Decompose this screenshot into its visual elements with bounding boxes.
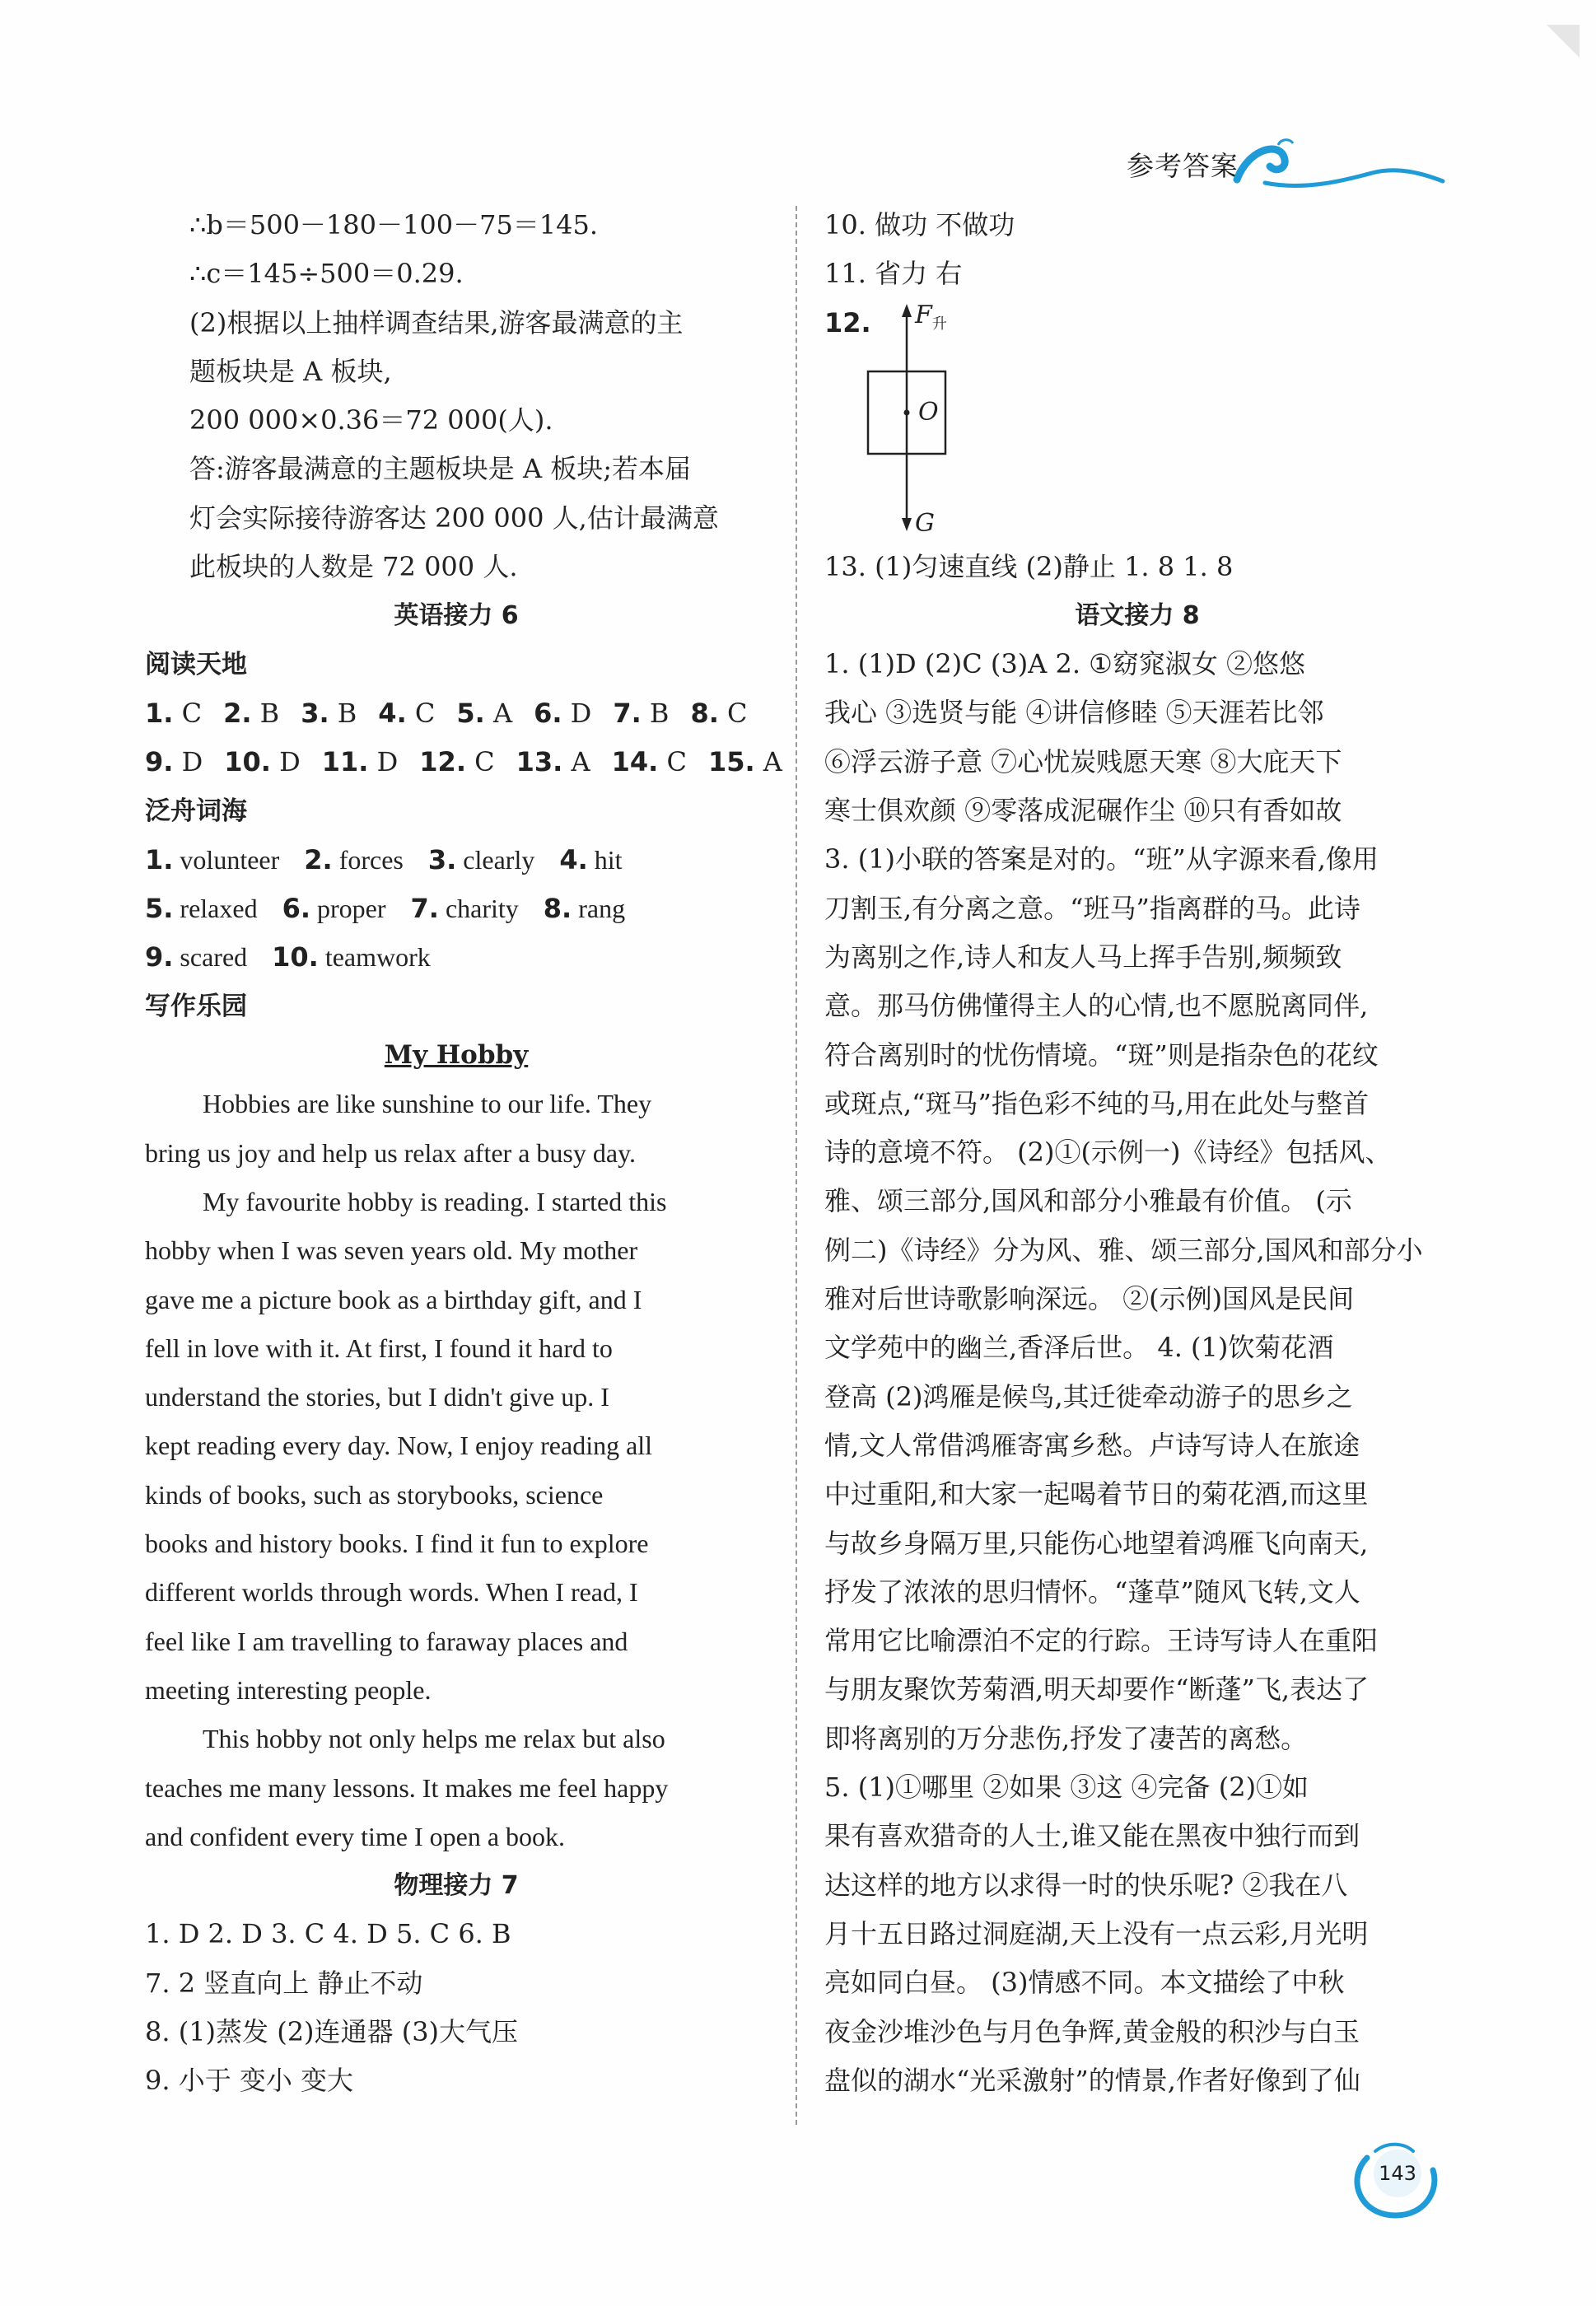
chinese-answer-line: 我心 ③选贤与能 ④讲信修睦 ⑤天涯若比邻 bbox=[824, 697, 1324, 729]
essay-line: books and history books. I find it fun to explore bbox=[145, 1529, 649, 1559]
essay-line: bring us joy and help us relax after a busy day. bbox=[145, 1137, 636, 1168]
answer-value: B bbox=[251, 697, 280, 729]
chinese-answer-line: 1. (1)D (2)C (3)A 2. ①窈窕淑女 ②悠悠 bbox=[824, 648, 1306, 680]
essay-line: My favourite hobby is reading. I started this bbox=[203, 1186, 667, 1216]
chinese-answer-line: 果有喜欢猎奇的人士,谁又能在黑夜中独行而到 bbox=[824, 1820, 1360, 1852]
essay-line: fell in love with it. At first, I found it hard to bbox=[145, 1333, 613, 1363]
chinese-answer-line: 为离别之作,诗人和友人马上挥手告别,频频致 bbox=[824, 941, 1342, 973]
question-number: 2. bbox=[223, 697, 252, 729]
essay-line: and confident every time I open a book. bbox=[145, 1821, 566, 1851]
chinese-answer-line: 例二)《诗经》分为风、雅、颂三部分,国风和部分小 bbox=[824, 1234, 1423, 1266]
answer-value: C bbox=[406, 697, 436, 729]
answer-word: scared bbox=[173, 942, 248, 973]
page-number: 143 bbox=[1374, 2150, 1421, 2197]
section-title-english: 英语接力 6 bbox=[394, 601, 519, 631]
question-number: 13. bbox=[516, 746, 563, 778]
chinese-answer-line: 刀割玉,有分离之意。“班马”指离群的马。此诗 bbox=[824, 892, 1360, 924]
physics-line: 11. 省力 右 bbox=[824, 258, 963, 290]
essay-line: different worlds through words. When I read, I bbox=[145, 1577, 638, 1608]
physics-line: 1. D 2. D 3. C 4. D 5. C 6. B bbox=[145, 1918, 511, 1950]
header-wave-icon bbox=[1232, 132, 1446, 198]
question-number: 2. bbox=[304, 843, 333, 875]
answer-value: A bbox=[562, 746, 590, 778]
answer-value: A bbox=[754, 746, 782, 778]
physics-line: 13. (1)匀速直线 (2)静止 1. 8 1. 8 bbox=[824, 550, 1234, 582]
math-line: ∴c＝145÷500＝0.29. bbox=[189, 258, 464, 290]
chinese-answer-line: 夜金沙堆沙色与月色争辉,黄金般的积沙与白玉 bbox=[824, 2015, 1360, 2047]
header-title: 参考答案 bbox=[1127, 150, 1239, 182]
answer-word: forces bbox=[332, 844, 404, 875]
question-number: 5. bbox=[456, 697, 485, 729]
force-up-label: $F_升$ bbox=[915, 300, 947, 333]
question-number: 10. bbox=[224, 746, 271, 778]
force-diagram bbox=[824, 299, 1450, 543]
chinese-answer-line: 3. (1)小联的答案是对的。“班”从字源来看,像用 bbox=[824, 843, 1379, 875]
chinese-answer-line: 达这样的地方以求得一时的快乐呢? ②我在八 bbox=[824, 1869, 1348, 1901]
chinese-answer-line: 抒发了浓浓的思归情怀。“蓬草”随风飞转,文人 bbox=[824, 1575, 1360, 1608]
essay-line: kept reading every day. Now, I enjoy reading all bbox=[145, 1431, 653, 1461]
math-line: ∴b＝500－180－100－75＝145. bbox=[189, 209, 599, 240]
chinese-answer-line: 常用它比喻漂泊不定的行踪。王诗写诗人在重阳 bbox=[824, 1625, 1379, 1657]
question-number: 9. bbox=[145, 941, 174, 973]
essay-line: meeting interesting people. bbox=[145, 1674, 432, 1705]
question-number: 7. bbox=[613, 697, 642, 729]
question-number: 3. bbox=[301, 697, 329, 729]
physics-line: 8. (1)蒸发 (2)连通器 (3)大气压 bbox=[145, 2015, 519, 2047]
math-line: 此板块的人数是 72 000 人. bbox=[189, 551, 518, 583]
essay-title: My Hobby bbox=[384, 1040, 529, 1071]
chinese-answer-line: 雅、颂三部分,国风和部分小雅最有价值。 (示 bbox=[824, 1185, 1352, 1217]
section-title-chinese: 语文接力 8 bbox=[1075, 600, 1200, 630]
chinese-answer-line: 意。那马仿佛懂得主人的心情,也不愿脱离同伴, bbox=[824, 990, 1369, 1022]
chinese-answer-line: 与故乡身隔万里,只能伤心地望着鸿雁飞向南天, bbox=[824, 1527, 1369, 1559]
essay-line: feel like I am travelling to faraway places and bbox=[145, 1626, 628, 1656]
chinese-answers bbox=[824, 640, 1450, 2105]
question-number: 14. bbox=[611, 746, 659, 778]
page-corner-icon bbox=[1547, 25, 1580, 58]
answer-value: B bbox=[641, 697, 670, 729]
section-reading: 阅读天地 bbox=[145, 649, 247, 679]
answer-value: D bbox=[270, 746, 301, 778]
math-line: 答:游客最满意的主题板块是 A 板块;若本届 bbox=[189, 453, 692, 485]
physics-line: 10. 做功 不做功 bbox=[824, 209, 1015, 240]
math-line: (2)根据以上抽样调查结果,游客最满意的主 bbox=[189, 306, 684, 338]
q12-label: 12. bbox=[824, 306, 871, 338]
essay-line: teaches me many lessons. It makes me feel happy bbox=[145, 1772, 669, 1803]
question-number: 1. bbox=[145, 843, 174, 875]
chinese-answer-line: 雅对后世诗歌影响深远。 ②(示例)国风是民间 bbox=[824, 1283, 1355, 1315]
question-number: 12. bbox=[419, 746, 466, 778]
chinese-answer-line: 或斑点,“斑马”指色彩不纯的马,用在此处与整首 bbox=[824, 1087, 1370, 1119]
chinese-answer-line: 盘似的湖水“光采激射”的情景,作者好像到了仙 bbox=[824, 2064, 1360, 2096]
chinese-answer-line: 符合离别时的忧伤情境。“斑”则是指杂色的花纹 bbox=[824, 1039, 1379, 1071]
chinese-answer-line: 寒士俱欢颜 ⑨零落成泥碾作尘 ⑩只有香如故 bbox=[824, 795, 1342, 827]
answer-value: D bbox=[173, 746, 203, 778]
question-number: 6. bbox=[282, 893, 310, 925]
question-number: 7. bbox=[410, 893, 439, 925]
answer-word: relaxed bbox=[173, 894, 258, 924]
question-number: 4. bbox=[559, 843, 588, 875]
answer-value: B bbox=[329, 697, 357, 729]
chinese-answer-line: 中过重阳,和大家一起喝着节日的菊花酒,而这里 bbox=[824, 1478, 1369, 1510]
vocab-answers-row-2 bbox=[145, 885, 768, 933]
reading-answers-row-2 bbox=[145, 738, 782, 787]
question-number: 5. bbox=[145, 893, 174, 925]
chinese-answer-line: 文学苑中的幽兰,香泽后世。 4. (1)饮菊花酒 bbox=[824, 1332, 1334, 1364]
chinese-answer-line: 登高 (2)鸿雁是候鸟,其迁徙牵动游子的思乡之 bbox=[824, 1380, 1353, 1412]
chinese-answer-line: 月十五日路过洞庭湖,天上没有一点云彩,月光明 bbox=[824, 1917, 1369, 1949]
chinese-answer-line: 诗的意境不符。 (2)①(示例一)《诗经》包括风、 bbox=[824, 1137, 1392, 1169]
essay-line: gave me a picture book as a birthday gift, and I bbox=[145, 1284, 642, 1314]
question-number: 8. bbox=[543, 893, 572, 925]
physics-line: 7. 2 竖直向上 静止不动 bbox=[145, 1967, 423, 1999]
math-line: 200 000×0.36＝72 000(人). bbox=[189, 404, 553, 436]
answer-word: rang bbox=[572, 894, 626, 924]
answer-word: volunteer bbox=[173, 844, 280, 875]
essay-line: This hobby not only helps me relax but also bbox=[203, 1724, 665, 1754]
answer-value: C bbox=[718, 697, 748, 729]
answer-word: teamwork bbox=[318, 942, 431, 973]
question-number: 11. bbox=[321, 746, 369, 778]
answer-value: A bbox=[484, 697, 513, 729]
section-vocab: 泛舟词海 bbox=[145, 796, 247, 826]
answer-value: D bbox=[368, 746, 399, 778]
chinese-answer-line: ⑥浮云游子意 ⑦心忧炭贱愿天寒 ⑧大庇天下 bbox=[824, 745, 1342, 777]
answer-word: hit bbox=[587, 844, 623, 875]
section-title-physics: 物理接力 7 bbox=[394, 1871, 519, 1901]
math-line: 灯会实际接待游客达 200 000 人,估计最满意 bbox=[189, 502, 719, 534]
question-number: 4. bbox=[378, 697, 407, 729]
vocab-answers-row-3 bbox=[145, 933, 768, 982]
answer-value: C bbox=[465, 746, 495, 778]
essay-line: hobby when I was seven years old. My mother bbox=[145, 1235, 638, 1266]
right-column bbox=[824, 201, 1450, 2105]
essay-line: understand the stories, but I didn't give up. I bbox=[145, 1382, 609, 1412]
section-writing: 写作乐园 bbox=[145, 991, 247, 1021]
question-number: 10. bbox=[272, 941, 319, 973]
answer-value: C bbox=[173, 697, 203, 729]
question-number: 1. bbox=[145, 697, 174, 729]
answer-word: clearly bbox=[456, 844, 535, 875]
chinese-answer-line: 亮如同白昼。 (3)情感不同。本文描绘了中秋 bbox=[824, 1967, 1345, 1999]
math-line: 题板块是 A 板块, bbox=[189, 355, 392, 387]
chinese-answer-line: 与朋友聚饮芳菊酒,明天却要作“断蓬”飞,表达了 bbox=[824, 1673, 1370, 1706]
answer-value: D bbox=[562, 697, 592, 729]
chinese-answer-line: 5. (1)①哪里 ②如果 ③这 ④完备 (2)①如 bbox=[824, 1772, 1309, 1804]
essay-line: kinds of books, such as storybooks, science bbox=[145, 1479, 604, 1510]
reading-answers-row-1 bbox=[145, 689, 768, 738]
column-divider bbox=[796, 206, 797, 2125]
left-column bbox=[145, 201, 782, 2106]
chinese-answer-line: 即将离别的万分悲伤,抒发了凄苦的离愁。 bbox=[824, 1722, 1308, 1754]
essay-line: Hobbies are like sunshine to our life. They bbox=[203, 1089, 652, 1119]
answer-word: proper bbox=[310, 894, 386, 924]
chinese-answer-line: 情,文人常借鸿雁寄寓乡愁。卢诗写诗人在旅途 bbox=[824, 1429, 1360, 1461]
force-down-label: G bbox=[915, 508, 935, 538]
answer-value: C bbox=[658, 746, 687, 778]
vocab-answers-row-1 bbox=[145, 836, 768, 885]
question-number: 3. bbox=[427, 843, 457, 875]
question-number: 8. bbox=[690, 697, 719, 729]
physics-line: 9. 小于 变小 变大 bbox=[145, 2065, 354, 2097]
question-number: 9. bbox=[145, 746, 174, 778]
question-number: 15. bbox=[707, 746, 755, 778]
center-label: O bbox=[918, 397, 939, 427]
answer-word: charity bbox=[438, 894, 519, 924]
question-number: 6. bbox=[534, 697, 562, 729]
